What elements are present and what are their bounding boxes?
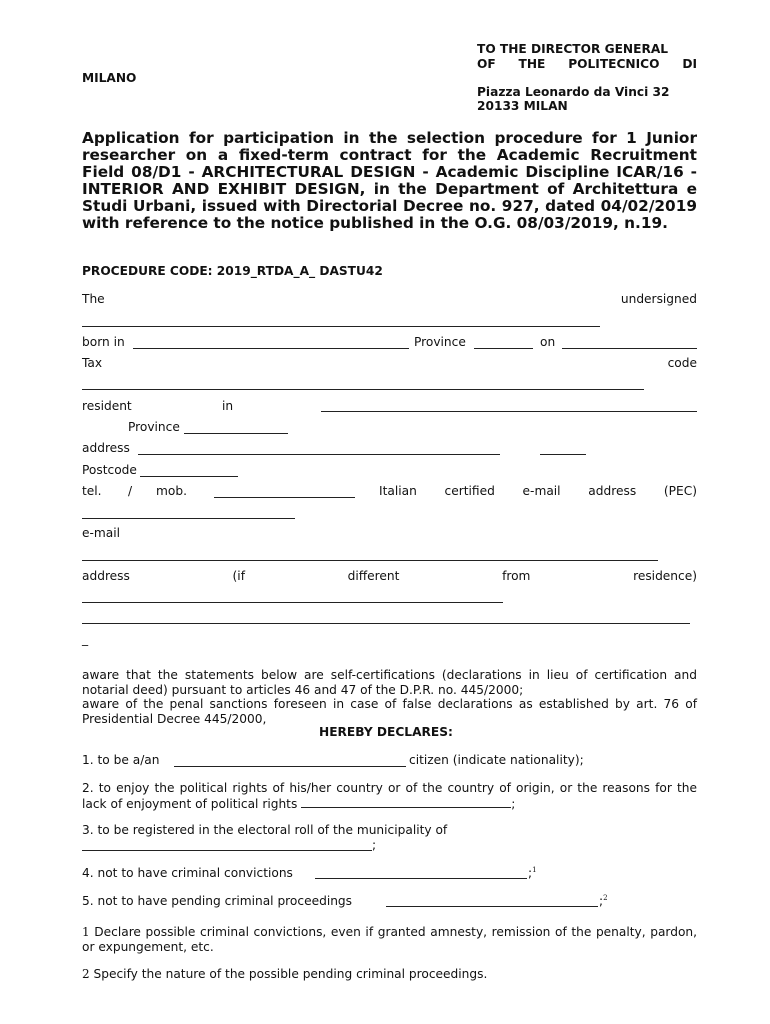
label-in: in bbox=[222, 399, 234, 413]
electoral-municipality-field-line[interactable] bbox=[82, 850, 372, 851]
footnote-2-text: Specify the nature of the possible pending criminal proceedings. bbox=[93, 967, 488, 981]
application-title: Application for participation in the selection procedure for 1 Junior researcher on a fixed-term contract for the Academic Recruitment Field 08/D1 - ARCHITECTURAL DESIGN - Academic Discipline ICAR/16 - INTERIOR AND EXHIBIT DESIGN, in the Department of Architettura e Studi Urbani, issued with Directorial Decree no. 927, dated 04/02/2019 with reference to the notice published in the O.G. 08/03/2019, n.19. bbox=[82, 129, 697, 232]
item-5-end bbox=[599, 894, 608, 908]
pending-proceedings-field-line[interactable] bbox=[386, 906, 598, 907]
recipient-street: Piazza Leonardo da Vinci 32 bbox=[477, 85, 670, 99]
recipient-line-1: TO THE DIRECTOR GENERAL bbox=[477, 42, 669, 56]
pec-word: certified bbox=[444, 484, 495, 498]
item-1-prefix: 1. to be a/an bbox=[82, 753, 160, 767]
label-tax: Tax bbox=[82, 356, 103, 370]
alt-address-word: (if bbox=[232, 569, 245, 583]
recipient-word: OF bbox=[477, 57, 496, 71]
recipient-word: POLITECNICO bbox=[568, 57, 660, 71]
awareness-paragraph-2: aware of the penal sanctions foreseen in case of false declarations as established by art. 76 of Presidential Decree 445/2000, bbox=[82, 697, 697, 726]
birth-date-field-line[interactable] bbox=[562, 348, 697, 349]
alt-address-field-line-2[interactable] bbox=[82, 623, 690, 624]
item-5-semicolon: ; bbox=[599, 894, 604, 909]
procedure-code: PROCEDURE CODE: 2019_RTDA_A_ DASTU42 bbox=[82, 264, 383, 278]
tax-code-row bbox=[82, 356, 697, 370]
alt-address-word: residence) bbox=[633, 569, 697, 583]
alt-address-word: different bbox=[347, 569, 400, 583]
pec-field-line[interactable] bbox=[82, 518, 295, 519]
recipient-line-2 bbox=[477, 57, 697, 71]
alt-address-word: address bbox=[82, 569, 130, 583]
phone-field-line[interactable] bbox=[214, 497, 355, 498]
pec-word: (PEC) bbox=[663, 484, 697, 498]
email-field-line[interactable] bbox=[82, 560, 658, 561]
political-rights-field-line[interactable] bbox=[301, 796, 511, 808]
item-3-end: ; bbox=[372, 838, 377, 852]
item-2-label: 2. to enjoy the political rights of his/her country or of the country of origin, or the reasons for the lack of enjoyment of political rights bbox=[82, 781, 697, 811]
alt-address-word: from bbox=[502, 569, 531, 583]
footnote-2-number: 2 bbox=[82, 967, 90, 981]
label-address: address bbox=[82, 441, 130, 455]
footnote-1-text: Declare possible criminal convictions, even if granted amnesty, remission of the penalty, pardon, or expungement, etc. bbox=[82, 925, 698, 954]
footnote-ref-1: 1 bbox=[532, 866, 537, 874]
recipient-postal: 20133 MILAN bbox=[477, 99, 568, 113]
label-born-in: born in bbox=[82, 335, 125, 349]
address-number-field-line[interactable] bbox=[540, 454, 586, 455]
footnote-2 bbox=[82, 967, 487, 981]
residence-province-field-line[interactable] bbox=[184, 433, 288, 434]
label-postcode: Postcode bbox=[82, 463, 137, 477]
name-field-line[interactable] bbox=[82, 326, 600, 327]
item-5-text: 5. not to have pending criminal proceedings bbox=[82, 894, 353, 908]
item-4-semicolon: ; bbox=[528, 866, 533, 881]
birthplace-field-line[interactable] bbox=[133, 348, 409, 349]
pec-word: e-mail bbox=[522, 484, 561, 498]
label-the: The bbox=[82, 292, 105, 306]
criminal-convictions-field-line[interactable] bbox=[315, 878, 527, 879]
item-4-end bbox=[528, 866, 537, 880]
label-residence-province: Province bbox=[128, 420, 180, 434]
awareness-paragraph-1: aware that the statements below are self-certifications (declarations in lieu of certification and notarial deed) pursuant to articles 46 and 47 of the D.P.R. no. 445/2000; bbox=[82, 668, 697, 697]
footnote-1 bbox=[82, 925, 697, 954]
label-email: e-mail bbox=[82, 526, 121, 540]
pec-word: address bbox=[588, 484, 637, 498]
label-tel: tel. bbox=[82, 484, 102, 498]
nationality-field-line[interactable] bbox=[174, 766, 406, 767]
label-on: on bbox=[540, 335, 556, 349]
footnote-ref-2: 2 bbox=[603, 894, 608, 902]
item-4-text: 4. not to have criminal convictions bbox=[82, 866, 293, 880]
recipient-word: THE bbox=[518, 57, 546, 71]
label-code: code bbox=[667, 356, 697, 370]
label-undersigned: undersigned bbox=[620, 292, 697, 306]
recipient-word: DI bbox=[682, 57, 697, 71]
trailing-dash: _ bbox=[82, 632, 89, 646]
pec-label-row bbox=[379, 484, 697, 498]
tax-code-field-line[interactable] bbox=[82, 389, 644, 390]
item-3-text: 3. to be registered in the electoral roll of the municipality of bbox=[82, 823, 448, 837]
postcode-field-line[interactable] bbox=[140, 476, 238, 477]
recipient-city: MILANO bbox=[82, 71, 137, 85]
label-resident: resident bbox=[82, 399, 132, 413]
label-slash: / bbox=[128, 484, 133, 498]
item-2-text bbox=[82, 781, 697, 811]
undersigned-row bbox=[82, 292, 697, 306]
item-2-end: ; bbox=[511, 796, 516, 811]
residence-field-line[interactable] bbox=[321, 411, 697, 412]
pec-word: Italian bbox=[379, 484, 417, 498]
label-mob: mob. bbox=[156, 484, 187, 498]
declares-heading: HEREBY DECLARES: bbox=[319, 725, 453, 739]
footnote-1-number: 1 bbox=[82, 925, 90, 939]
label-province: Province bbox=[414, 335, 466, 349]
alt-address-row bbox=[82, 569, 697, 583]
alt-address-field-line-1[interactable] bbox=[82, 602, 503, 603]
item-1-suffix: citizen (indicate nationality); bbox=[409, 753, 584, 767]
birth-province-field-line[interactable] bbox=[474, 348, 533, 349]
address-field-line[interactable] bbox=[138, 454, 500, 455]
